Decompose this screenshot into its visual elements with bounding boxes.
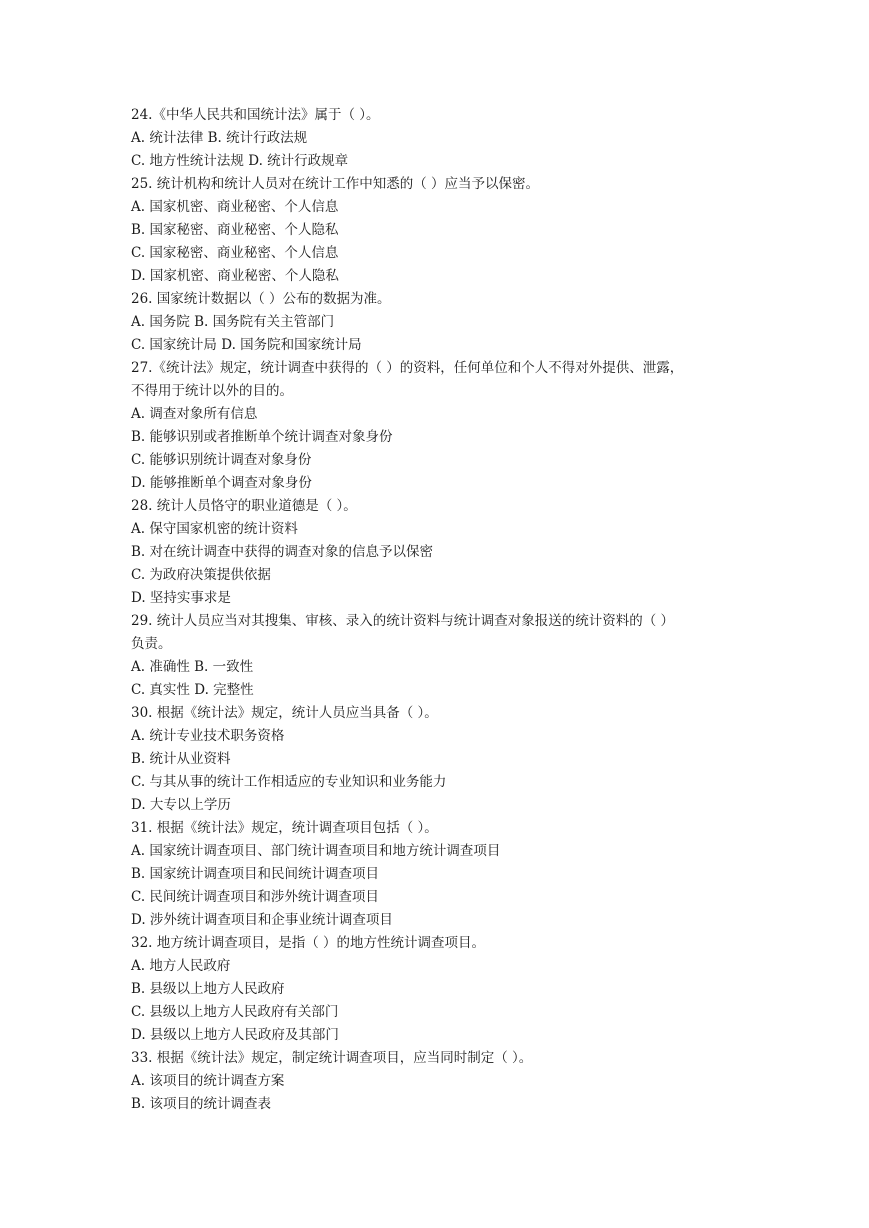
question-32-option-c: C. 县级以上地方人民政府有关部门 [131,1004,339,1020]
question-27-option-b: B. 能够识别或者推断单个统计调查对象身份 [131,429,393,445]
question-26-stem: 26. 国家统计数据以（ ）公布的数据为准。 [131,291,391,307]
question-31-option-c: C. 民间统计调查项目和涉外统计调查项目 [131,889,379,905]
question-29-stem: 29. 统计人员应当对其搜集、审核、录入的统计资料与统计调查对象报送的统计资料的（ ） [131,613,675,629]
question-27-option-d: D. 能够推断单个调查对象身份 [131,475,312,491]
question-25-option-a: A. 国家机密、商业秘密、个人信息 [131,199,339,215]
question-30-option-c: C. 与其从事的统计工作相适应的专业知识和业务能力 [131,774,447,790]
question-29-options-cd: C. 真实性 D. 完整性 [131,682,254,698]
question-32-stem: 32. 地方统计调查项目，是指（ ）的地方性统计调查项目。 [131,935,486,951]
question-31-option-b: B. 国家统计调查项目和民间统计调查项目 [131,866,380,882]
question-26-options-ab: A. 国务院 B. 国务院有关主管部门 [131,314,335,330]
question-25-option-d: D. 国家机密、商业秘密、个人隐私 [131,268,339,284]
question-26-options-cd: C. 国家统计局 D. 国务院和国家统计局 [131,337,362,353]
question-28-option-c: C. 为政府决策提供依据 [131,567,271,583]
question-31-stem: 31. 根据《统计法》规定，统计调查项目包括（ ）。 [131,820,438,836]
question-30-option-a: A. 统计专业技术职务资格 [131,728,285,744]
question-33-stem: 33. 根据《统计法》规定，制定统计调查项目，应当同时制定（ ）。 [131,1050,533,1066]
question-27-stem-continued: 不得用于统计以外的目的。 [131,383,293,399]
question-31-option-d: D. 涉外统计调查项目和企事业统计调查项目 [131,912,393,928]
question-32-option-d: D. 县级以上地方人民政府及其部门 [131,1027,339,1043]
question-28-stem: 28. 统计人员恪守的职业道德是（ ）。 [131,498,357,514]
question-31-option-a: A. 国家统计调查项目、部门统计调查项目和地方统计调查项目 [131,843,501,859]
question-24-options-ab: A. 统计法律 B. 统计行政法规 [131,130,308,146]
question-25-option-c: C. 国家秘密、商业秘密、个人信息 [131,245,339,261]
question-25-option-b: B. 国家秘密、商业秘密、个人隐私 [131,222,339,238]
question-30-option-b: B. 统计从业资料 [131,751,231,767]
question-24-options-cd: C. 地方性统计法规 D. 统计行政规章 [131,153,349,169]
question-28-option-d: D. 坚持实事求是 [131,590,231,606]
question-30-option-d: D. 大专以上学历 [131,797,231,813]
question-32-option-b: B. 县级以上地方人民政府 [131,981,285,997]
question-27-stem: 27.《统计法》规定，统计调查中获得的（ ）的资料，任何单位和个人不得对外提供、泄露， [131,360,684,376]
question-30-stem: 30. 根据《统计法》规定，统计人员应当具备（ ）。 [131,705,438,721]
question-25-stem: 25. 统计机构和统计人员对在统计工作中知悉的（ ）应当予以保密。 [131,176,540,192]
question-29-options-ab: A. 准确性 B. 一致性 [131,659,254,675]
question-29-stem-continued: 负责。 [131,636,172,652]
question-27-option-a: A. 调查对象所有信息 [131,406,258,422]
question-27-option-c: C. 能够识别统计调查对象身份 [131,452,312,468]
question-32-option-a: A. 地方人民政府 [131,958,231,974]
question-24-stem: 24.《中华人民共和国统计法》属于（ ）。 [131,107,380,123]
question-28-option-b: B. 对在统计调查中获得的调查对象的信息予以保密 [131,544,434,560]
question-33-option-b: B. 该项目的统计调查表 [131,1096,272,1112]
question-33-option-a: A. 该项目的统计调查方案 [131,1073,285,1089]
question-text-block [131,104,743,1116]
question-28-option-a: A. 保守国家机密的统计资料 [131,521,298,537]
